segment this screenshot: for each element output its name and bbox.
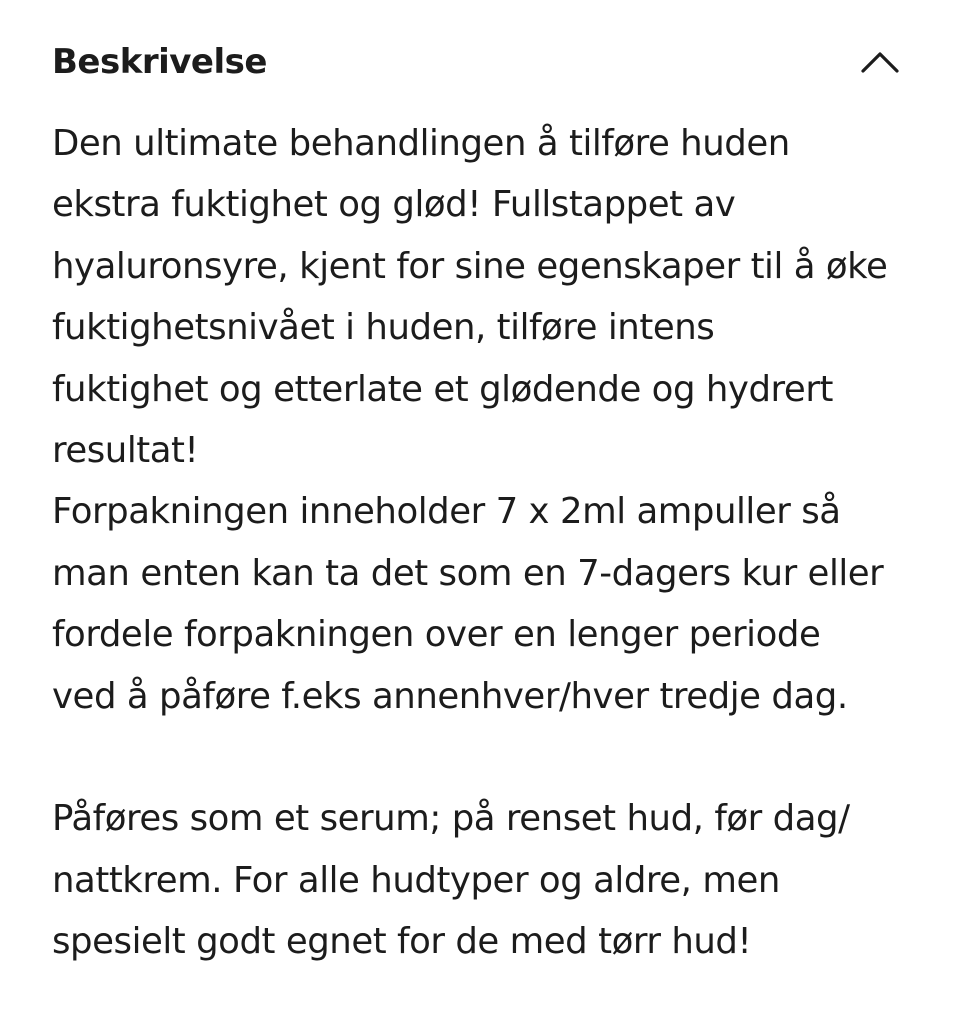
description-line: fordele forpakningen over en lenger periode <box>52 614 821 656</box>
paragraph-spacer <box>52 727 922 788</box>
description-line: fuktighetsnivået i huden, tilføre intens <box>52 307 715 349</box>
section-title: Beskrivelse <box>52 42 267 82</box>
description-line: hyaluronsyre, kjent for sine egenskaper til å øke <box>52 245 888 287</box>
usage-line: Påføres som et serum; på renset hud, før dag/ <box>52 798 850 840</box>
usage-line: nattkrem. For alle hudtyper og aldre, men <box>52 859 780 901</box>
usage-line: spesielt godt egnet for de med tørr hud! <box>52 921 752 963</box>
description-line: ved å påføre f.eks annenhver/hver tredje dag. <box>52 675 848 717</box>
description-body <box>52 113 922 972</box>
description-header-toggle[interactable] <box>52 36 908 88</box>
description-line: man enten kan ta det som en 7-dagers kur eller <box>52 552 884 594</box>
description-line: resultat! <box>52 429 199 471</box>
description-line: fuktighet og etterlate et glødende og hydrert <box>52 368 833 410</box>
description-line: Den ultimate behandlingen å tilføre huden <box>52 123 790 164</box>
description-line: ekstra fuktighet og glød! Fullstappet av <box>52 184 736 226</box>
chevron-up-icon[interactable] <box>860 42 900 82</box>
description-line: Forpakningen inneholder 7 x 2ml ampuller så <box>52 491 841 533</box>
